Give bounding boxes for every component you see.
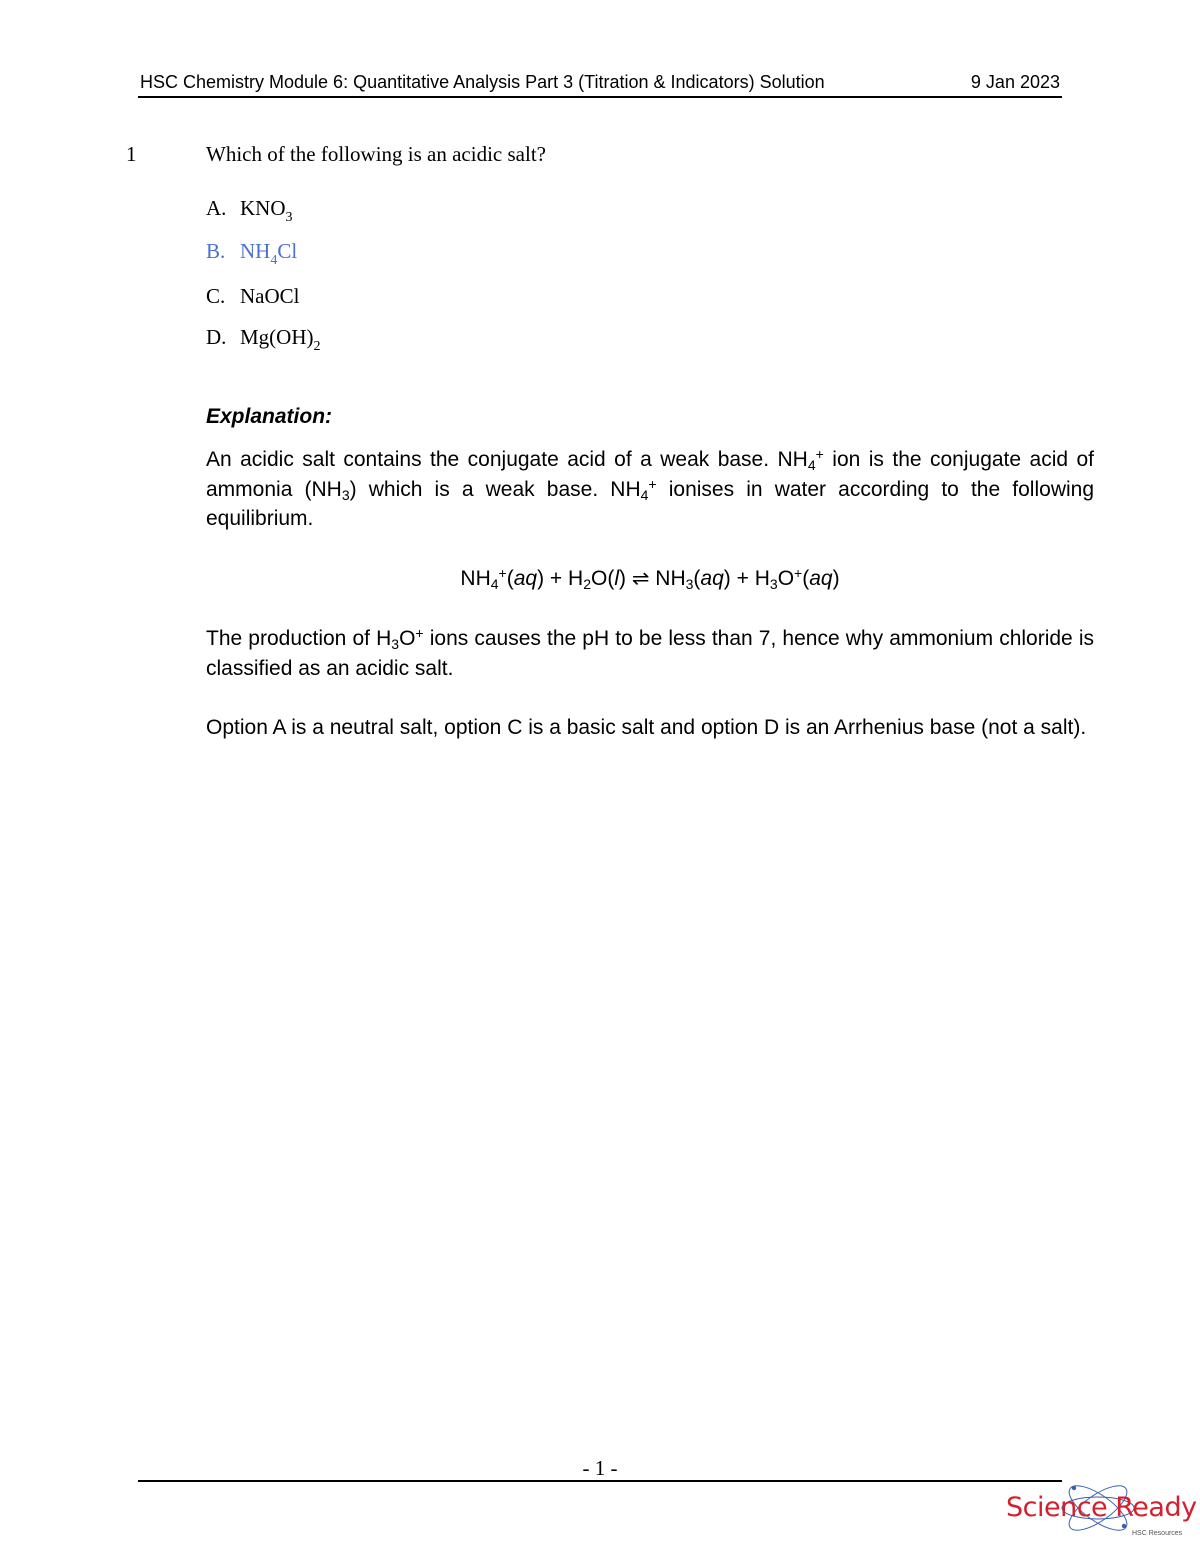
equilibrium-arrow: ⇌	[626, 567, 656, 590]
header-date: 9 Jan 2023	[970, 72, 1060, 92]
logo-tagline: HSC Resources	[1132, 1530, 1183, 1537]
header-title: HSC Chemistry Module 6: Quantitative Analysis Part 3 (Titration & Indicators) Solution	[140, 72, 825, 92]
option-d	[206, 325, 321, 354]
option-c	[206, 284, 300, 309]
explanation-heading: Explanation:	[206, 405, 333, 428]
question-number: 1	[126, 142, 137, 166]
explanation-paragraph-2: The production of H3O+ ions causes the pH to be less than 7, hence why ammonium chloride is classified as an acidic salt.	[206, 625, 1095, 680]
option-c-letter: C.	[206, 284, 226, 308]
logo-text: Science Ready	[1006, 1492, 1197, 1523]
explanation-paragraph-3: Option A is a neutral salt, option C is a basic salt and option D is an Arrhenius base (not a salt).	[206, 716, 1087, 739]
footer-divider	[138, 1480, 1062, 1482]
page-header	[138, 70, 1062, 98]
science-ready-logo	[1002, 1466, 1197, 1550]
question-text: Which of the following is an acidic salt?	[206, 142, 546, 166]
equilibrium-equation: NH4+(aq) + H2O(l) ⇌ NH3(aq) + H3O+(aq)	[460, 565, 840, 592]
option-b-formula: $NH_4Cl$	[240, 239, 298, 268]
option-d-formula: $Mg(OH)_2$	[240, 325, 321, 354]
option-a	[206, 196, 293, 225]
option-a-formula: $KNO_3$	[240, 196, 293, 225]
explanation-paragraph-1: An acidic salt contains the conjugate acid of a weak base. NH4+ ion is the conjugate acid of ammonia (NH3) which is a weak base. NH4+ ionises in water according to the following equilibrium.	[206, 446, 1095, 530]
page-number: - 1 -	[582, 1456, 618, 1480]
option-d-letter: D.	[206, 325, 227, 349]
option-c-formula: NaOCl	[240, 284, 300, 308]
option-b-letter: B.	[206, 239, 226, 263]
option-b-correct	[206, 239, 298, 268]
option-a-letter: A.	[206, 196, 227, 220]
